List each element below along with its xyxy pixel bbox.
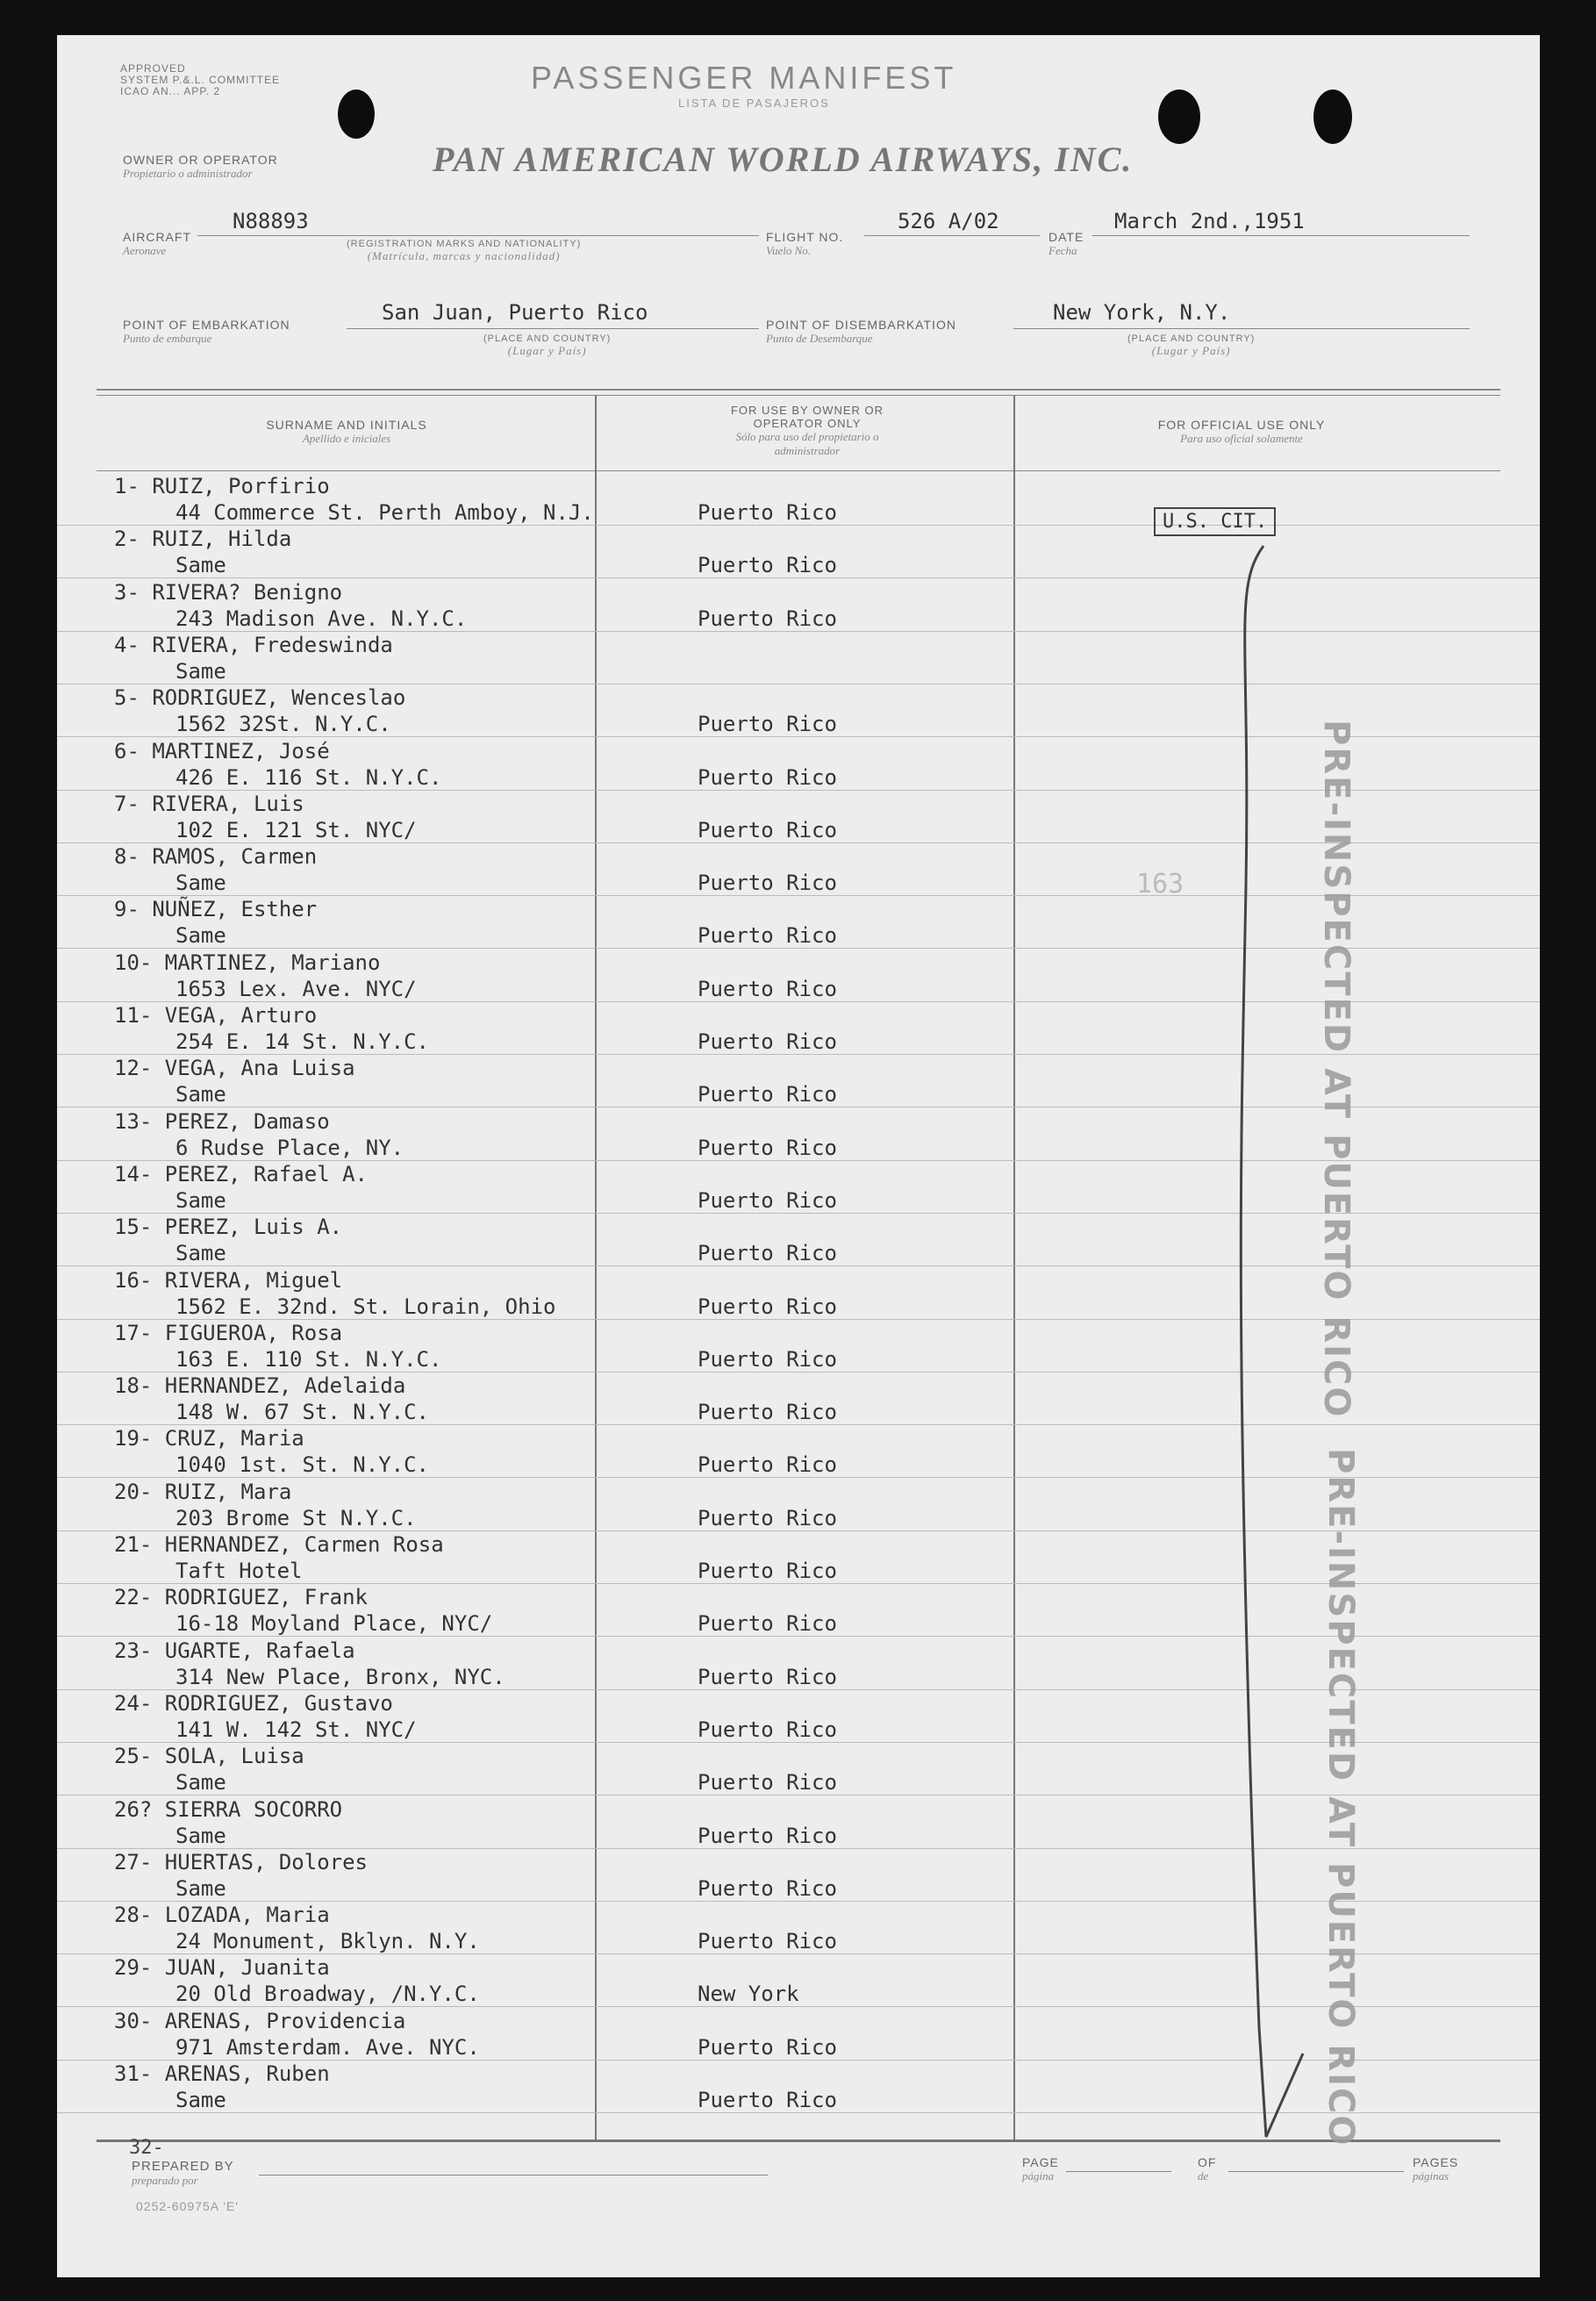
passenger-origin: Puerto Rico: [698, 1929, 837, 1954]
passenger-origin: Puerto Rico: [698, 923, 837, 949]
passenger-name: 9- NUÑEZ, Esther: [114, 897, 318, 922]
flight-value: 526 A/02: [898, 209, 999, 233]
passenger-address: 24 Monument, Bklyn. N.Y.: [175, 1929, 480, 1954]
passenger-name: 24- RODRIGUEZ, Gustavo: [114, 1690, 393, 1716]
column-header-surname: SURNAME AND INITIALS Apellido e iniciales: [266, 418, 427, 445]
passenger-address: 1653 Lex. Ave. NYC/: [175, 976, 417, 1001]
passenger-name: 18- HERNANDEZ, Adelaida: [114, 1373, 406, 1399]
passenger-address: 6 Rudse Place, NY.: [175, 1135, 404, 1160]
us-citizen-stamp: U.S. CIT.: [1154, 507, 1276, 536]
passenger-address: 1040 1st. St. N.Y.C.: [175, 1452, 429, 1478]
passenger-origin: Puerto Rico: [698, 1294, 837, 1319]
passenger-address: Same: [175, 2088, 226, 2112]
passenger-name: 7- RIVERA, Luis: [114, 791, 304, 816]
approval-line-3: ICAO AN... APP. 2: [120, 85, 221, 97]
passenger-origin: Puerto Rico: [698, 2088, 837, 2112]
passenger-name: 22- RODRIGUEZ, Frank: [114, 1585, 368, 1610]
passenger-address: 243 Madison Ave. N.Y.C.: [175, 606, 468, 631]
table-row: [57, 474, 1540, 527]
passenger-name: 10- MARTINEZ, Mariano: [114, 950, 381, 975]
passenger-origin: Puerto Rico: [698, 1611, 837, 1637]
passenger-address: Same: [175, 1241, 226, 1266]
passenger-origin: New York: [698, 1982, 799, 2007]
passenger-origin: Puerto Rico: [698, 871, 837, 896]
passenger-name: 2- RUIZ, Hilda: [114, 527, 292, 552]
preinspected-stamp-1: PRE-INSPECTED AT PUERTO RICO: [1316, 720, 1356, 1419]
passenger-origin: Puerto Rico: [698, 1029, 837, 1054]
passenger-name: 30- ARENAS, Providencia: [114, 2008, 406, 2033]
passenger-name: 19- CRUZ, Maria: [114, 1426, 304, 1452]
passenger-origin: Puerto Rico: [698, 1452, 837, 1478]
disembarkation-label: POINT OF DISEMBARKATION Punto de Desembarque: [766, 318, 956, 345]
passenger-name: 12- VEGA, Ana Luisa: [114, 1056, 355, 1081]
passenger-address: 314 New Place, Bronx, NYC.: [175, 1664, 505, 1689]
disembarkation-underline: [1013, 328, 1470, 329]
passenger-name: 14- PEREZ, Rafael A.: [114, 1161, 368, 1186]
table-top-rule-2: [97, 395, 1500, 396]
page-line: [1066, 2171, 1171, 2172]
passenger-address: Taft Hotel: [175, 1559, 303, 1583]
passenger-origin: Puerto Rico: [698, 2034, 837, 2060]
flight-underline: [864, 235, 1040, 236]
passenger-name: 6- MARTINEZ, José: [114, 738, 330, 763]
passenger-address: 1562 E. 32nd. St. Lorain, Ohio: [175, 1294, 556, 1319]
passenger-name: 11- VEGA, Arturo: [114, 1003, 318, 1028]
passenger-address: Same: [175, 1770, 226, 1796]
passenger-address: 971 Amsterdam. Ave. NYC.: [175, 2034, 480, 2060]
passenger-origin: Puerto Rico: [698, 1135, 837, 1160]
page-title: PASSENGER MANIFEST: [531, 60, 957, 96]
passenger-name: 23- UGARTE, Rafaela: [114, 1638, 355, 1663]
approval-block: [120, 63, 280, 97]
approval-line-2: SYSTEM P.&.L. COMMITTEE: [120, 74, 281, 86]
passenger-name: 27- HUERTAS, Dolores: [114, 1849, 368, 1874]
passenger-address: Same: [175, 923, 226, 949]
passenger-origin: Puerto Rico: [698, 606, 837, 631]
embark-place-note: (PLACE AND COUNTRY) (Lugar y País): [483, 333, 612, 357]
passenger-address: 16-18 Moyland Place, NYC/: [175, 1611, 493, 1637]
date-value: March 2nd.,1951: [1114, 209, 1305, 233]
punch-hole-right-2: [1313, 90, 1352, 144]
page-subtitle: LISTA DE PASAJEROS: [678, 97, 830, 110]
punch-hole-right-1: [1158, 90, 1200, 144]
passenger-name: 5- RODRIGUEZ, Wenceslao: [114, 685, 406, 711]
passenger-origin: Puerto Rico: [698, 1241, 837, 1266]
passenger-name: 3- RIVERA? Benigno: [114, 579, 343, 605]
passenger-name: 4- RIVERA, Fredeswinda: [114, 632, 393, 657]
form-number: 0252-60975A 'E': [136, 2199, 239, 2213]
passenger-address: 141 W. 142 St. NYC/: [175, 1717, 417, 1742]
passenger-origin: Puerto Rico: [698, 1717, 837, 1742]
margin-number: 163: [1136, 869, 1184, 900]
column-header-official-use: FOR OFFICIAL USE ONLY Para uso oficial solamente: [1157, 418, 1326, 445]
aircraft-label: AIRCRAFT Aeronave: [123, 230, 191, 257]
passenger-origin: Puerto Rico: [698, 764, 837, 790]
of-line: [1228, 2171, 1404, 2172]
passenger-name: 15- PEREZ, Luis A.: [114, 1215, 343, 1240]
passenger-origin: Puerto Rico: [698, 976, 837, 1001]
row-divider: [57, 525, 1540, 526]
passenger-address: 1562 32St. N.Y.C.: [175, 712, 391, 737]
passenger-origin: Puerto Rico: [698, 1400, 837, 1425]
passenger-origin: Puerto Rico: [698, 1082, 837, 1107]
passenger-address: 148 W. 67 St. N.Y.C.: [175, 1400, 429, 1425]
of-label: OF de: [1198, 2155, 1217, 2183]
passenger-origin: Puerto Rico: [698, 500, 837, 525]
prepared-by-line: [259, 2175, 768, 2176]
passenger-name: 26? SIERRA SOCORRO: [114, 1796, 343, 1822]
passenger-origin: Puerto Rico: [698, 1346, 837, 1372]
passenger-address: 102 E. 121 St. NYC/: [175, 817, 417, 842]
date-label: DATE Fecha: [1048, 230, 1084, 257]
passenger-address: 20 Old Broadway, /N.Y.C.: [175, 1982, 480, 2007]
embarkation-underline: [347, 328, 759, 329]
page-label: PAGE página: [1022, 2155, 1059, 2183]
passenger-origin: Puerto Rico: [698, 1187, 837, 1213]
aircraft-value: N88893: [233, 209, 309, 233]
passenger-name: 13- PEREZ, Damaso: [114, 1108, 330, 1134]
passenger-address: 163 E. 110 St. N.Y.C.: [175, 1346, 442, 1372]
passenger-name: 8- RAMOS, Carmen: [114, 844, 318, 870]
passenger-origin: Puerto Rico: [698, 1505, 837, 1530]
registration-note: (REGISTRATION MARKS AND NATIONALITY) (Matrícula, marcas y nacionalidad): [347, 239, 582, 262]
passenger-name: 20- RUIZ, Mara: [114, 1479, 292, 1504]
table-top-rule: [97, 389, 1500, 391]
passenger-name: 17- FIGUEROA, Rosa: [114, 1320, 343, 1345]
passenger-address: Same: [175, 1187, 226, 1213]
passenger-address: 254 E. 14 St. N.Y.C.: [175, 1029, 429, 1054]
embarkation-label: POINT OF EMBARKATION Punto de embarque: [123, 318, 290, 345]
disembark-place-note: (PLACE AND COUNTRY) (Lugar y País): [1127, 333, 1256, 357]
aircraft-underline: [197, 235, 759, 236]
passenger-address: 203 Brome St N.Y.C.: [175, 1505, 417, 1530]
passenger-origin: Puerto Rico: [698, 817, 837, 842]
pages-label: PAGES páginas: [1413, 2155, 1459, 2183]
passenger-origin: Puerto Rico: [698, 1875, 837, 1901]
passenger-origin: Puerto Rico: [698, 1770, 837, 1796]
date-underline: [1092, 235, 1470, 236]
passenger-origin: Puerto Rico: [698, 553, 837, 578]
flight-label: FLIGHT NO. Vuelo No.: [766, 230, 844, 257]
passenger-address: Same: [175, 1823, 226, 1848]
passenger-address: Same: [175, 553, 226, 578]
punch-hole-left: [338, 90, 375, 139]
column-header-owner-use: FOR USE BY OWNER OR OPERATOR ONLY Sólo para uso del propietario o administrador: [730, 404, 884, 457]
disembarkation-value: New York, N.Y.: [1053, 300, 1231, 325]
passenger-origin: Puerto Rico: [698, 1664, 837, 1689]
preinspected-stamp-2: PRE-INSPECTED AT PUERTO RICO: [1320, 1448, 1361, 2147]
airline-name: PAN AMERICAN WORLD AIRWAYS, INC.: [433, 140, 1134, 179]
passenger-name: 29- JUAN, Juanita: [114, 1955, 330, 1981]
passenger-origin: Puerto Rico: [698, 1559, 837, 1583]
embarkation-value: San Juan, Puerto Rico: [382, 300, 648, 325]
passenger-name: 28- LOZADA, Maria: [114, 1903, 330, 1928]
owner-label: OWNER OR OPERATOR Propietario o administrador: [123, 153, 278, 180]
passenger-address: 44 Commerce St. Perth Amboy, N.J.: [175, 500, 594, 525]
passenger-name: 31- ARENAS, Ruben: [114, 2061, 330, 2086]
header-bottom-rule: [97, 470, 1500, 471]
passenger-address: Same: [175, 658, 226, 684]
passenger-name: 25- SOLA, Luisa: [114, 1744, 304, 1769]
empty-row-32: 32-: [129, 2137, 164, 2159]
passenger-address: Same: [175, 1875, 226, 1901]
approval-line-1: APPROVED: [120, 62, 186, 75]
passenger-name: 16- RIVERA, Miguel: [114, 1267, 343, 1293]
passenger-origin: Puerto Rico: [698, 1823, 837, 1848]
passenger-address: Same: [175, 1082, 226, 1107]
passenger-origin: Puerto Rico: [698, 712, 837, 737]
passenger-address: 426 E. 116 St. N.Y.C.: [175, 764, 442, 790]
manifest-sheet: [57, 35, 1540, 2277]
passenger-name: 21- HERNANDEZ, Carmen Rosa: [114, 1532, 444, 1557]
passenger-name: 1- RUIZ, Porfirio: [114, 474, 330, 498]
prepared-by-label: PREPARED BY preparado por: [132, 2159, 234, 2187]
passenger-address: Same: [175, 871, 226, 896]
